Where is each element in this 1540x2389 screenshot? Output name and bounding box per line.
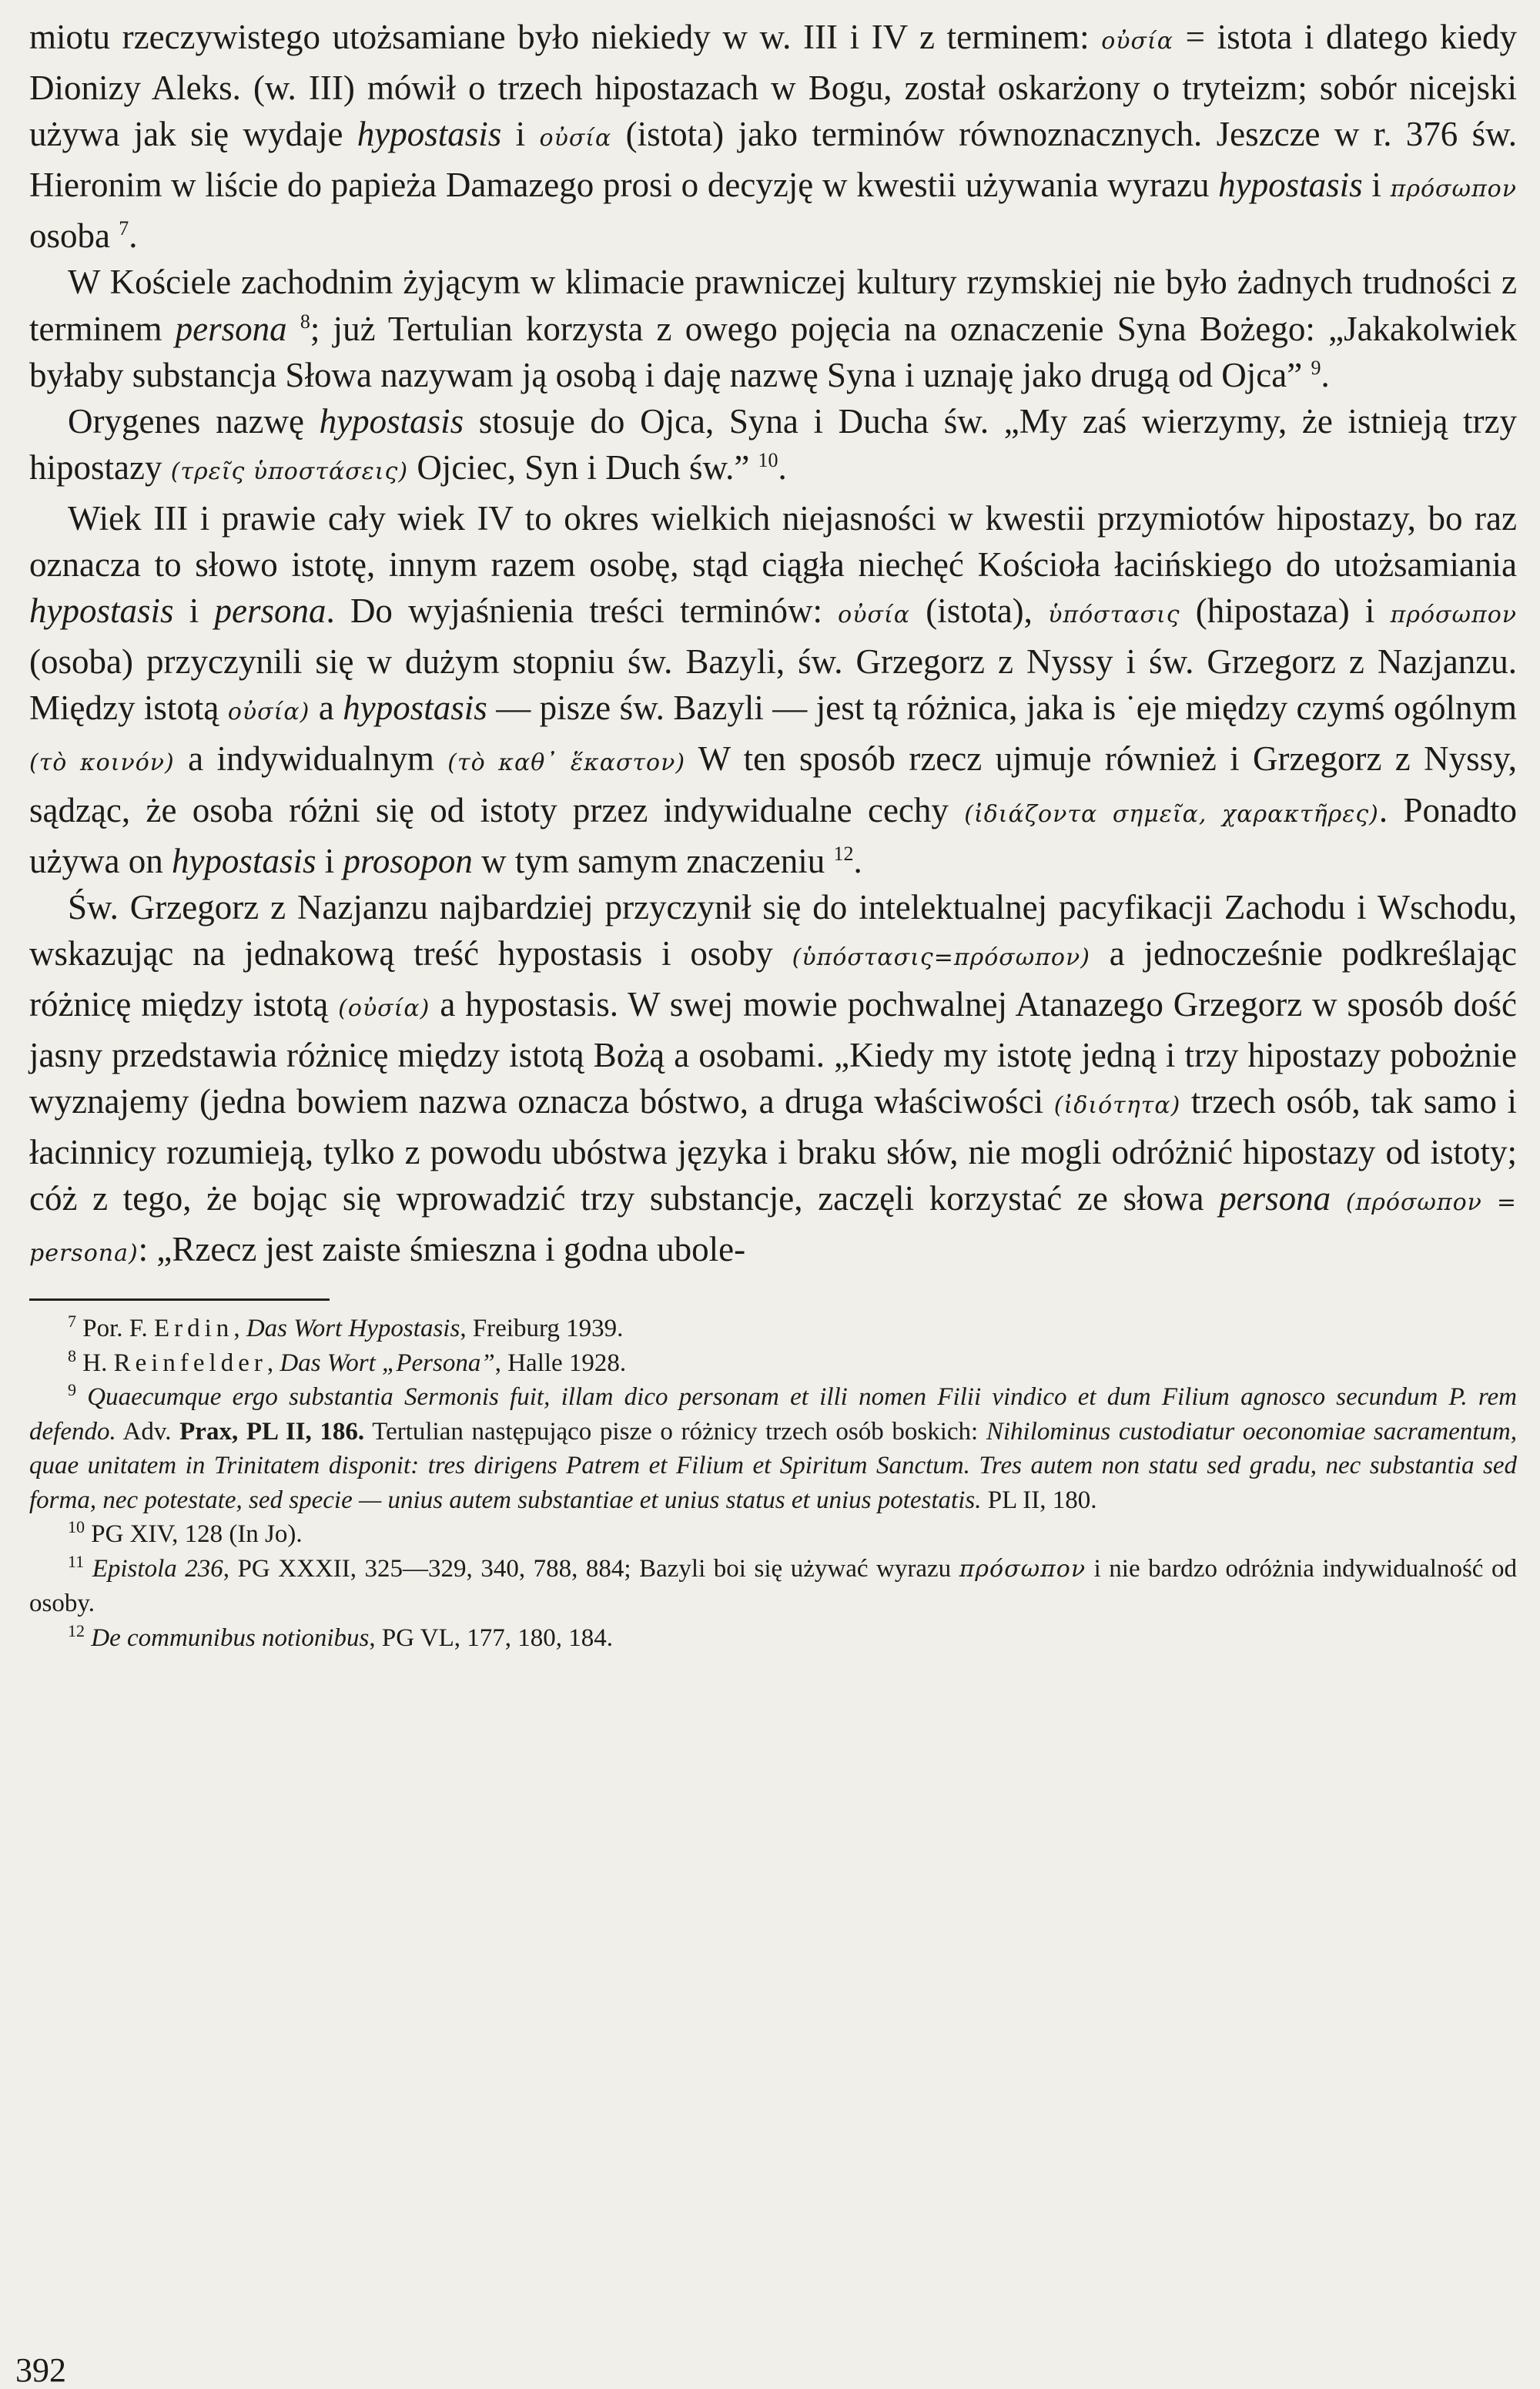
greek-term: ὑπόστασις — [1048, 601, 1180, 629]
greek-term: (τὸ κοινόν) — [29, 749, 175, 777]
italic-text: persona — [175, 309, 287, 348]
main-text — [29, 14, 1517, 1277]
text-run: miotu rzeczywistego utożsamiane było niekiedy w w. III i IV z terminem: — [29, 18, 1102, 56]
footnote-marker: 7 — [68, 1312, 76, 1332]
footnote-marker: 8 — [68, 1345, 76, 1365]
italic-text: hypostasis — [1218, 166, 1363, 205]
greek-term: (τὸ καθ᾽ ἕκαστον) — [447, 749, 686, 777]
footnote — [29, 1380, 1517, 1517]
footnote-marker: 7 — [119, 217, 129, 240]
text-run: w tym samym znaczeniu — [472, 841, 834, 880]
text-run: . Do wyjaśnienia treści terminów: — [326, 591, 839, 631]
text-run: a hypostasis. W swej mowie pochwalnej Atanazego Grzegorz w sposób dość jasny przedstawia różnicę między istotą Bożą a osobami. „Kiedy my istotę jedną i trzy hipostazy pobożnie wyznajemy (jedna bowiem nazwa oznacza bóstwo, a druga właściwości — [29, 984, 1517, 1121]
italic-text: De communibus notionibus — [91, 1623, 370, 1652]
greek-term: οὐσία — [838, 601, 910, 629]
text-run: , Freiburg 1939. — [460, 1315, 624, 1343]
text-run: (istota) jako terminów równoznacznych. Jeszcze w r. 376 św. Hieronim w liście do papieża Damazego prosi o decyzję w kwestii używania wyrazu — [29, 115, 1517, 205]
text-run: PL II, 180. — [981, 1486, 1097, 1514]
text-run: Św. Grzegorz z Nazjanzu najbardziej przyczynił się do intelektualnej pacyfikacji Zachodu i Wschodu, wskazując na jednakową treść hypostasis i osoby — [29, 887, 1517, 973]
paragraph — [29, 495, 1517, 884]
author-name: Reinfelder — [113, 1349, 267, 1377]
text-run: = istota i dlatego kiedy Dionizy Aleks. (w. III) mówił o trzech hipostazach w Bogu, został oskarżony o tryteizm; sobór nicejski używa jak się wydaje — [29, 18, 1517, 154]
text-run: , PG XXXII, 325—329, 340, 788, 884; Bazyli boi się używać wyrazu — [223, 1554, 959, 1583]
text-run: : „Rzecz jest zaiste śmieszna i godna ubole- — [138, 1230, 746, 1269]
greek-term: (ἰδιάζοντα σημεῖα, χαρακτῆρες) — [964, 800, 1379, 828]
footnote-marker: 12 — [833, 842, 854, 865]
italic-text: prosopon — [343, 841, 473, 880]
paragraph — [29, 14, 1517, 259]
text-run: Ojciec, Syn i Duch św.” — [408, 447, 758, 487]
bold-text: Prax, PL II, 186. — [179, 1417, 365, 1446]
greek-term: πρόσωπον — [1390, 601, 1517, 629]
greek-term: (οὐσία) — [338, 994, 430, 1022]
greek-term: πρόσωπον — [1390, 176, 1517, 203]
italic-text: hypostasis — [357, 115, 502, 154]
text-run: . — [778, 447, 787, 487]
text-run: Adv. — [116, 1417, 180, 1446]
footnote-marker: 9 — [1311, 356, 1321, 379]
text-run: . — [853, 841, 862, 880]
footnotes — [29, 1312, 1517, 1655]
footnote-marker: 12 — [68, 1620, 85, 1640]
greek-term: οὐσία — [1101, 28, 1174, 55]
text-run: , — [266, 1349, 280, 1377]
greek-term: (ἰδιότητα) — [1053, 1092, 1181, 1120]
paragraph — [29, 259, 1517, 397]
greek-term: (τρεῖς ὑποστάσεις) — [170, 457, 409, 485]
greek-term: πρόσωπον — [959, 1555, 1086, 1583]
footnote-marker: 10 — [68, 1517, 85, 1537]
greek-term: οὐσία) — [227, 699, 310, 726]
greek-term: (ὑπόστασις=πρόσωπον) — [792, 943, 1090, 971]
footnote-separator — [29, 1298, 330, 1301]
text-run: . — [1321, 355, 1330, 394]
text-run — [84, 1555, 92, 1583]
text-run: a — [310, 689, 343, 728]
text-run: a jednocześnie podkreślając różnicę między istotą — [29, 933, 1517, 1024]
footnote — [29, 1517, 1517, 1552]
greek-term: (πρόσωπον = persona) — [29, 1189, 1518, 1268]
text-run: osoba — [29, 216, 119, 256]
text-run: — pisze św. Bazyli — jest tą różnica, jaka is ˙eje między czymś ogólnym — [487, 689, 1517, 728]
text-run: i — [501, 115, 540, 154]
paragraph — [29, 884, 1517, 1278]
text-run: ; już Tertulian korzysta z owego pojęcia na oznaczenie Syna Bożego: „Jakakolwiek byłaby substancja Słowa nazywam ją osobą i daję nazwę Syna i uznaję jako drugą od Ojca” — [29, 309, 1518, 394]
footnote-marker: 9 — [68, 1380, 76, 1400]
author-name: Erdin — [153, 1315, 234, 1343]
page-number: 392 — [15, 2351, 66, 2389]
text-run: i — [1362, 166, 1391, 205]
text-run: , Halle 1928. — [494, 1349, 627, 1377]
greek-term: οὐσία — [539, 125, 612, 152]
text-run: W ten sposób rzecz ujmuje również i Grzegorz z Nyssy, sądząc, że osoba różni się od istoty przez indywidualne cechy — [29, 739, 1517, 829]
text-run: , — [233, 1315, 246, 1343]
italic-text: hypostasis — [319, 401, 464, 441]
footnote-marker: 11 — [68, 1551, 85, 1571]
text-run: PG XIV, 128 (In Jo). — [85, 1520, 303, 1549]
text-run: Orygenes nazwę — [68, 401, 320, 441]
footnote — [29, 1552, 1517, 1621]
italic-text: Das Wort Hypostasis — [246, 1315, 460, 1343]
text-run: stosuje do Ojca, Syna i Ducha św. „My zaś wierzymy, że istnieją trzy hipostazy — [29, 401, 1517, 487]
paragraph — [29, 398, 1517, 495]
italic-text: persona — [214, 591, 326, 631]
text-run: . — [129, 216, 138, 256]
italic-text: Quaecumque ergo substantia Sermonis fuit, illam dico personam et illi nomen Filii vindico et dum Filium agnosco secundum P. rem defendo. — [29, 1383, 1518, 1446]
text-run: , PG VL, 177, 180, 184. — [369, 1623, 613, 1652]
text-run: W Kościele zachodnim żyjącym w klimacie prawniczej kultury rzymskiej nie było żadnych trudności z terminem — [29, 263, 1517, 348]
footnote-marker: 10 — [758, 448, 778, 471]
text-run: i — [316, 841, 343, 880]
footnote — [29, 1621, 1517, 1656]
text-run: trzech osób, tak samo i łacinnicy rozumieją, tylko z powodu ubóstwa języka i braku słów, nie mogli odróżnić hipostazy od istoty; cóż z tego, że bojąc się wprowadzić trzy substancje, zaczęli korzystać ze słowa — [29, 1082, 1517, 1218]
text-run: a indywidualnym — [174, 739, 448, 779]
italic-text: hypostasis — [343, 689, 487, 728]
text-run: . Ponadto używa on — [29, 790, 1517, 880]
text-run: i nie bardzo odróżnia indywidualność od osoby. — [29, 1554, 1517, 1618]
text-run: Por. F. — [76, 1315, 154, 1343]
footnote-marker: 8 — [300, 310, 310, 333]
text-run: i — [173, 591, 215, 631]
text-run: Tertulian następująco pisze o różnicy trzech osób boskich: — [364, 1417, 986, 1446]
text-run: Wiek III i prawie cały wiek IV to okres wielkich niejasności w kwestii przymiotów hipostazy, bo raz oznacza to słowo istotę, innym razem osobę, stąd ciągła niechęć Kościoła łacińskiego do utożsamiania — [29, 498, 1517, 585]
italic-text: Das Wort „Persona” — [280, 1349, 495, 1377]
italic-text: hypostasis — [29, 591, 174, 631]
footnote — [29, 1312, 1517, 1346]
text-run: (osoba) przyczynili się w dużym stopniu św. Bazyli, św. Grzegorz z Nyssy i św. Grzegorz z Nazjanzu. Między istotą — [29, 642, 1517, 728]
italic-text: Epistola 236 — [92, 1554, 223, 1583]
text-run — [85, 1624, 91, 1652]
text-run — [76, 1383, 87, 1411]
italic-text: hypostasis — [171, 841, 316, 880]
text-run: (hipostaza) i — [1180, 591, 1391, 631]
text-run: (istota), — [909, 591, 1049, 631]
italic-text: persona — [1219, 1179, 1331, 1218]
footnote — [29, 1346, 1517, 1381]
italic-text: Nihilominus custodiatur oeconomiae sacramentum, quae unitatem in Trinitatem disponit: tres dirigens Patrem et Filium et Spiritum Sanctum. Tres autem non statu sed gradu, nec substantia sed forma, nec potestate, sed specie — unius autem substantiae et unius status et unius potestatis. — [29, 1417, 1517, 1514]
text-run — [287, 310, 300, 348]
text-run — [1331, 1179, 1346, 1218]
text-run: H. — [76, 1349, 114, 1377]
